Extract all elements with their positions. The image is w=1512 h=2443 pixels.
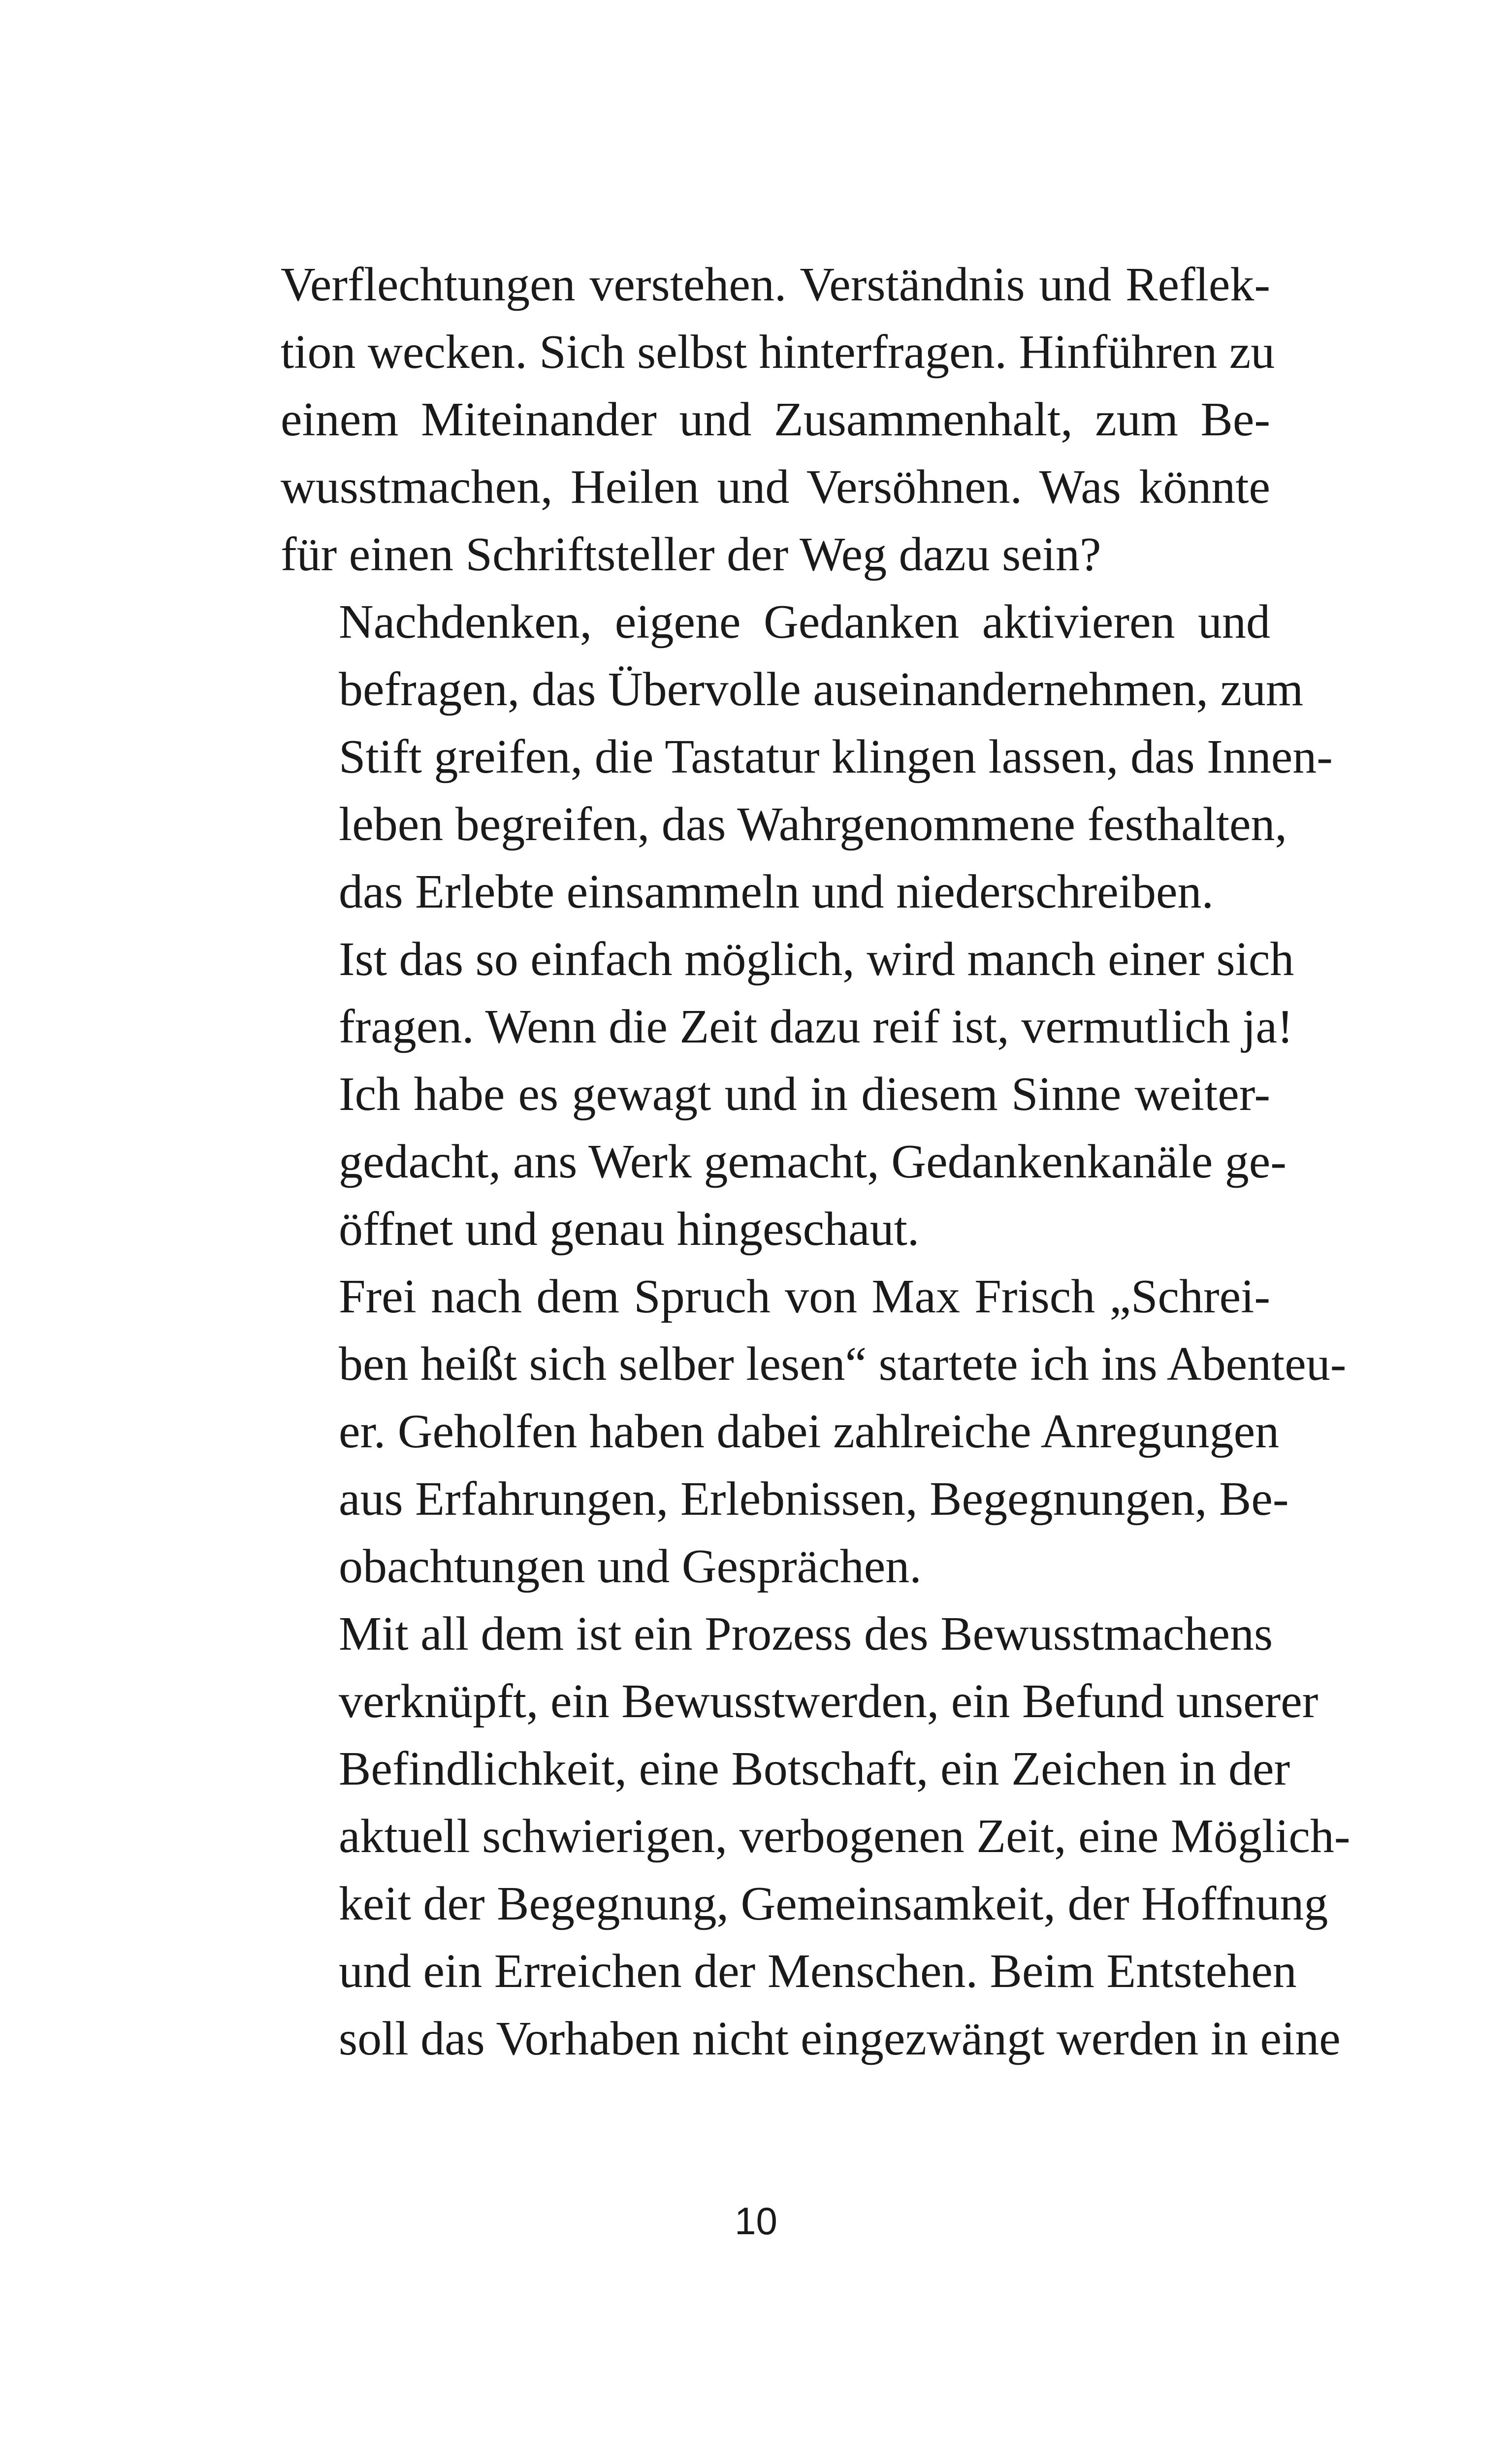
text-line: er. Geholfen haben dabei zahlreiche Anregungen [339,1405,1280,1458]
body-text [281,251,1351,2073]
text-line: das Erlebte einsammeln und niederschreiben. [339,865,1214,918]
text-line: fragen. Wenn die Zeit dazu reif ist, vermutlich ja! [339,1000,1293,1053]
paragraph-1 [281,251,1275,588]
page-number: 10 [735,2199,777,2243]
text-line: Nachdenken, eigene Gedanken aktivieren und [339,595,1270,649]
paragraph-3 [281,926,1294,1061]
paragraph-6 [281,1600,1351,2073]
text-line: aus Erfahrungen, Erlebnissen, Begegnungen, Be- [339,1472,1289,1526]
paragraph-4 [281,1061,1287,1263]
text-line: Mit all dem ist ein Prozess des Bewusstmachens [339,1607,1273,1661]
text-line: Verflechtungen verstehen. Verständnis und Reflek- [281,258,1270,311]
text-line: Frei nach dem Spruch von Max Frisch „Schrei- [339,1270,1270,1323]
text-line: leben begreifen, das Wahrgenommene festhalten, [339,798,1287,851]
text-line: verknüpft, ein Bewusstwerden, ein Befund unserer [339,1675,1319,1728]
paragraph-2 [281,588,1333,926]
text-line: ben heißt sich selber lesen“ startete ich ins Abenteu- [339,1337,1347,1391]
text-line: Ich habe es gewagt und in diesem Sinne weiter- [339,1068,1270,1121]
text-line: und ein Erreichen der Menschen. Beim Entstehen [339,1945,1297,1998]
paragraph-5 [281,1263,1347,1600]
text-line: gedacht, ans Werk gemacht, Gedankenkanäle ge- [339,1135,1287,1188]
text-line: Befindlichkeit, eine Botschaft, ein Zeichen in der [339,1742,1290,1795]
text-line: einem Miteinander und Zusammenhalt, zum Be- [281,393,1270,446]
text-line: Stift greifen, die Tastatur klingen lassen, das Innen- [339,730,1333,783]
text-line: wusstmachen, Heilen und Versöhnen. Was könnte [281,460,1270,514]
text-line: befragen, das Übervolle auseinandernehmen, zum [339,663,1304,716]
text-line: keit der Begegnung, Gemeinsamkeit, der Hoffnung [339,1877,1328,1930]
text-line: obachtungen und Gesprächen. [339,1540,922,1593]
text-line: aktuell schwierigen, verbogenen Zeit, eine Möglich- [339,1810,1351,1863]
text-line: Ist das so einfach möglich, wird manch einer sich [339,933,1294,986]
text-line: für einen Schriftsteller der Weg dazu sein? [281,528,1101,581]
text-line: tion wecken. Sich selbst hinterfragen. Hinführen zu [281,326,1275,379]
text-line: öffnet und genau hingeschaut. [339,1203,920,1256]
text-line: soll das Vorhaben nicht eingezwängt werden in eine [339,2012,1341,2065]
